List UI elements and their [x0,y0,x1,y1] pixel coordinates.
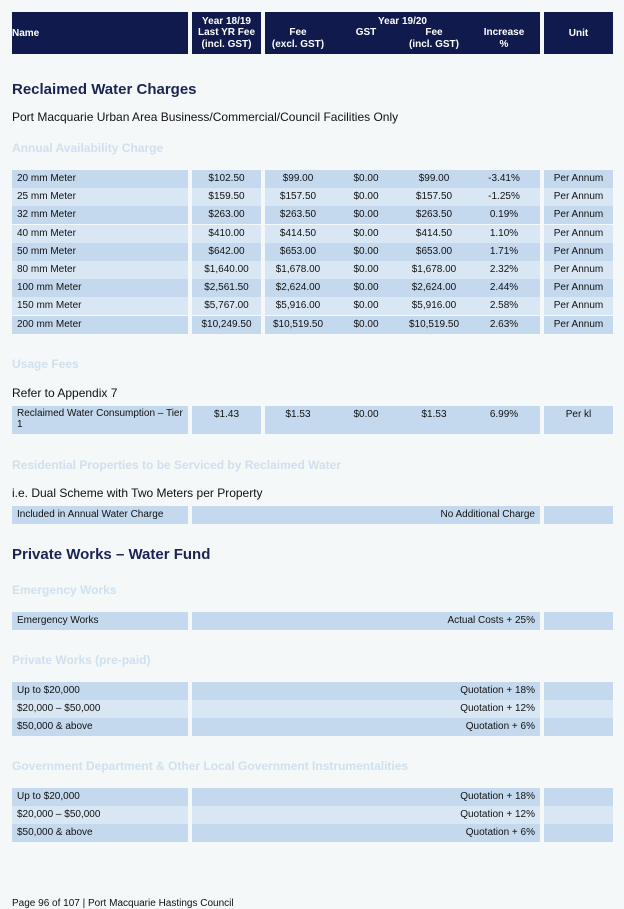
row-value: Quotation + 12% [460,809,535,821]
row-last-fee: $159.50 [208,191,245,203]
header-excl-gst: (excl. GST) [271,39,325,50]
row-gst: $0.00 [353,191,379,203]
row-unit: Per Annum [553,300,604,312]
row-gst: $0.00 [353,282,379,294]
row-gst: $0.00 [353,300,379,312]
emergency-heading: Emergency Works [12,583,117,597]
row-fee-incl: $5,916.00 [411,300,457,312]
header-fee-excl: Fee [289,27,307,38]
row-name: 50 mm Meter [17,245,76,257]
row-unit: Per Annum [553,318,604,330]
reclaimed-title: Reclaimed Water Charges [12,81,197,98]
table-row [12,261,613,279]
usage-row-fee: $1.53 [285,409,311,420]
header-name: Name [12,28,40,39]
gov-heading: Government Department & Other Local Government Instrumentalities [12,759,409,773]
row-increase: 2.44% [489,282,519,294]
residential-subtitle: i.e. Dual Scheme with Two Meters per Property [12,486,263,500]
row-unit: Per Annum [553,191,604,203]
row-increase: -1.25% [488,191,520,203]
row-gst: $0.00 [353,227,379,239]
row-fee-incl: $99.00 [418,173,450,184]
row-fee: $99.00 [282,173,314,184]
row-fee: $157.50 [279,191,317,203]
row-increase: 2.63% [489,318,519,330]
table-row [12,225,613,243]
row-fee-incl: $2,624.00 [411,282,457,294]
row-name: 80 mm Meter [17,264,76,275]
private-works-title: Private Works – Water Fund [12,546,211,563]
header-name-cell [12,12,188,54]
emergency-row-name: Emergency Works [17,615,99,626]
residential-row-value: No Additional Charge [440,509,535,520]
header-last-year-cell [192,12,261,54]
row-name: 200 mm Meter [17,318,82,330]
emergency-row-value: Actual Costs + 25% [447,615,535,626]
row-unit: Per Annum [553,227,604,239]
row-fee-incl: $653.00 [415,245,453,257]
row-increase: 2.32% [489,264,519,275]
row-fee: $5,916.00 [275,300,321,312]
row-gst: $0.00 [353,264,379,275]
row-name: $20,000 – $50,000 [17,703,101,715]
residential-heading: Residential Properties to be Serviced by Reclaimed Water [12,458,342,472]
prepaid-heading: Private Works (pre-paid) [12,653,151,667]
row-unit: Per Annum [553,245,604,257]
header-year-curr: Year 19/20 [378,16,427,27]
row-fee-incl: $414.50 [415,227,453,239]
header-gst: GST [355,27,377,38]
row-name: $50,000 & above [17,827,93,839]
row-fee: $263.50 [279,209,317,221]
table-row [12,243,613,261]
row-value: Quotation + 12% [460,703,535,715]
row-value: Quotation + 6% [465,721,535,733]
row-name: $50,000 & above [17,721,93,733]
table-row [12,279,613,297]
header-last-yr-fee: Last YR Fee [197,27,256,38]
row-gst: $0.00 [353,173,379,184]
row-name: 20 mm Meter [17,173,76,184]
residential-row-name: Included in Annual Water Charge [17,509,164,520]
table-row [12,682,613,700]
row-name: $20,000 – $50,000 [17,809,101,821]
usage-heading: Usage Fees [12,357,79,371]
row-last-fee: $10,249.50 [201,318,252,330]
row-name: 25 mm Meter [17,191,76,203]
reclaimed-subtitle: Port Macquarie Urban Area Business/Commercial/Council Facilities Only [12,110,399,124]
row-last-fee: $2,561.50 [204,282,249,294]
header-incl-gst-prev: (incl. GST) [201,39,252,50]
row-gst: $0.00 [353,209,379,221]
row-unit: Per Annum [553,209,604,221]
header-increase: Increase [483,27,525,38]
row-value: Quotation + 18% [460,685,535,696]
row-unit: Per Annum [553,264,604,275]
header-unit: Unit [568,28,589,39]
usage-row-gst: $0.00 [353,409,379,420]
row-fee-incl: $10,519.50 [408,318,460,330]
row-value: Quotation + 18% [460,791,535,802]
row-increase: 2.58% [489,300,519,312]
row-last-fee: $5,767.00 [204,300,249,312]
row-name: 100 mm Meter [17,282,82,294]
row-fee-incl: $263.50 [415,209,453,221]
row-gst: $0.00 [353,245,379,257]
table-row [12,170,613,188]
row-fee: $2,624.00 [275,282,321,294]
row-unit: Per Annum [553,282,604,294]
row-fee: $653.00 [279,245,317,257]
row-name: 32 mm Meter [17,209,76,221]
table-row [12,824,613,842]
row-increase: 1.71% [489,245,519,257]
usage-row-incl: $1.53 [421,409,447,420]
header-current-year-cell [265,12,540,54]
usage-row [12,406,613,434]
header-percent: % [499,39,509,50]
header-unit-cell [544,12,613,54]
row-unit: Per Annum [553,173,604,184]
table-row [12,297,613,315]
table-row [12,188,613,206]
table-row [12,700,613,718]
row-name: 150 mm Meter [17,300,82,312]
table-row [12,718,613,736]
header-fee-incl: Fee [425,27,443,38]
row-fee-incl: $1,678.00 [411,264,457,275]
table-row [12,806,613,824]
row-name: Up to $20,000 [17,791,80,802]
residential-row [12,506,613,524]
row-increase: 1.10% [489,227,519,239]
usage-row-last: $1.43 [213,409,240,420]
header-year-prev: Year 18/19 [202,16,251,27]
row-fee: $10,519.50 [272,318,324,330]
row-name: 40 mm Meter [17,227,76,239]
row-gst: $0.00 [353,318,379,330]
table-row [12,316,613,334]
page-footer: Page 96 of 107 | Port Macquarie Hastings Council [12,898,234,909]
row-last-fee: $102.50 [208,173,245,184]
row-value: Quotation + 6% [465,827,535,839]
row-fee: $414.50 [279,227,317,239]
row-fee: $1,678.00 [275,264,321,275]
availability-heading: Annual Availability Charge [12,141,164,155]
usage-reference: Refer to Appendix 7 [12,386,118,400]
row-fee-incl: $157.50 [415,191,453,203]
row-last-fee: $410.00 [208,227,245,239]
row-last-fee: $1,640.00 [204,264,249,275]
usage-row-name: Reclaimed Water Consumption – Tier 1 [17,408,183,430]
row-last-fee: $642.00 [208,245,245,257]
row-increase: 0.19% [489,209,519,221]
header-incl-gst-curr: (incl. GST) [409,39,459,50]
row-name: Up to $20,000 [17,685,80,696]
table-row [12,206,613,224]
row-last-fee: $263.00 [208,209,245,221]
row-increase: -3.41% [488,173,520,184]
emergency-row [12,612,613,630]
table-row [12,788,613,806]
usage-row-increase: 6.99% [489,409,519,420]
usage-row-unit: Per kl [565,409,592,420]
